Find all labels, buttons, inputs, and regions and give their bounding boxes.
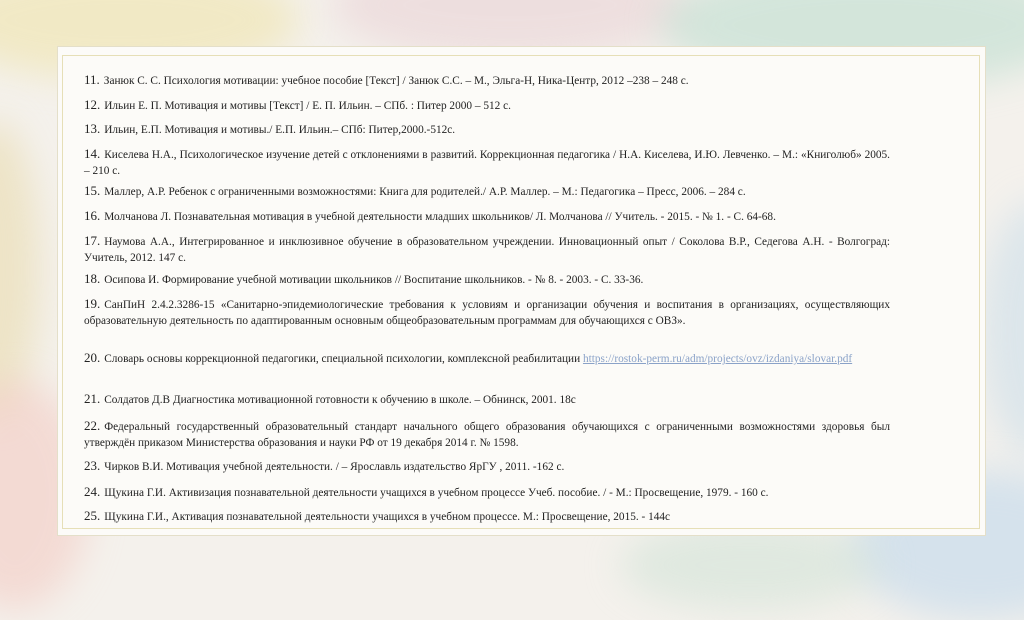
reference-item: 16. Молчанова Л. Познавательная мотивация в учебной деятельности младших школьников/ Л. Молчанова // Учитель. - 2015. - № 1. - С. 64-68. (84, 208, 776, 223)
reference-item: 14. Киселева Н.А., Психологическое изучение детей с отклонениями в развитий. Коррекционная педагогика / Н.А. Киселева, И.Ю. Левченко. – М.: «Книголюб» 2005. – 210 с. (84, 146, 890, 177)
reference-item: 13. Ильин, Е.П. Мотивация и мотивы./ Е.П. Ильин.– СПб: Питер,2000.-512с. (84, 121, 456, 136)
reference-item: 22. Федеральный государственный образовательный стандарт начального общего образования обучающихся с ограниченными возможностями здоровья был утверждён приказом Министерства образования и науки РФ от 19 декабря 2014 г. № 1598. (84, 418, 890, 449)
reference-item: 24. Щукина Г.И. Активизация познавательной деятельности учащихся в учебном процессе Учеб. пособие. / - М.: Просвещение, 1979. - 160 с. (84, 484, 769, 499)
reference-item: 18. Осипова И. Формирование учебной мотивации школьников // Воспитание школьников. - № 8. - 2003. - С. 33-36. (84, 271, 644, 286)
reference-item: 19. СанПиН 2.4.2.3286-15 «Санитарно-эпидемиологические требования к условиям и организации обучения и воспитания в организациях, осуществляющих образовательную деятельность по адаптированным основным общеобразовательным программам для обучающихся с ОВЗ». (84, 296, 890, 327)
reference-item: 11. Занюк С. С. Психология мотивации: учебное пособие [Текст] / Занюк С.С. – М., Эльга-Н, Ника-Центр, 2012 –238 – 248 с. (84, 72, 689, 87)
reference-item: 23. Чирков В.И. Мотивация учебной деятельности. / – Ярославль издательство ЯрГУ , 2011. -162 с. (84, 458, 565, 473)
reference-link[interactable]: https://rostok-perm.ru/adm/projects/ovz/izdaniya/slovar.pdf (582, 353, 853, 365)
reference-item: 21. Солдатов Д.В Диагностика мотивационной готовности к обучению в школе. – Обнинск, 2001. 18с (84, 391, 576, 406)
reference-item: 25. Щукина Г.И., Активация познавательной деятельности учащихся в учебном процессе. М.: Просвещение, 2015. - 144с (84, 508, 671, 523)
background-splash (0, 120, 40, 420)
reference-item: 15. Маллер, А.Р. Ребенок с ограниченными возможностями: Книга для родителей./ А.Р. Маллер. – М.: Педагогика – Пресс, 2006. – 284 с. (84, 183, 746, 198)
reference-item: 17. Наумова А.А., Интегрированное и инклюзивное обучение в образовательном учреждении. Инновационный опыт / Соколова В.Р., Седегова А.Н. - Волгоград: Учитель, 2012. 147 с. (84, 233, 890, 264)
reference-item: 20. Словарь основы коррекционной педагогики, специальной психологии, комплексной реабилитации https://rostok-perm.ru/adm/projects/ovz/izdaniya/slovar.pdf (84, 350, 853, 365)
reference-item: 12. Ильин Е. П. Мотивация и мотивы [Текст] / Е. П. Ильин. – СПб. : Питер 2000 – 512 с. (84, 97, 511, 112)
background-splash (980, 200, 1024, 460)
